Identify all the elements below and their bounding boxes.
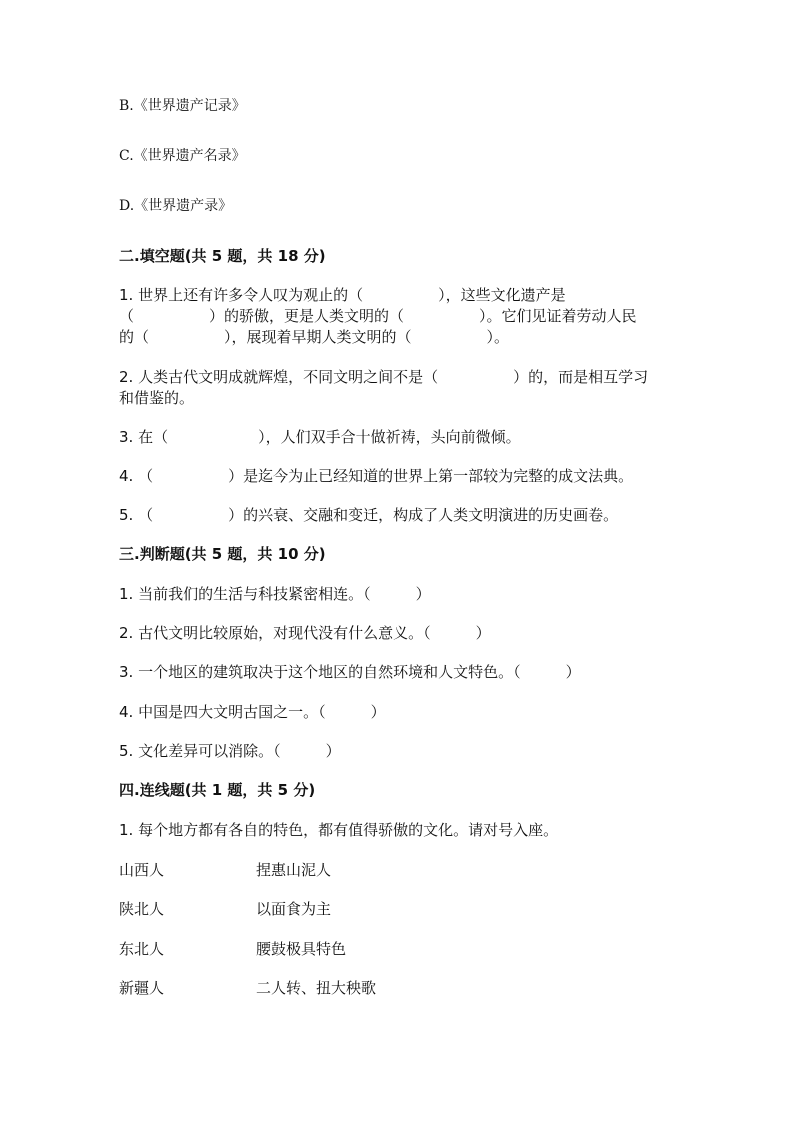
judge-q5: 5. 文化差异可以消除。（ ）	[119, 742, 341, 760]
option-b: B.《世界遗产记录》	[119, 98, 246, 114]
match-left-item: 东北人	[119, 940, 165, 958]
match-right-item: 腰鼓极具特色	[256, 940, 347, 958]
fill-section-heading: 二.填空题(共 5 题，共 18 分)	[119, 247, 326, 265]
match-right-item: 二人转、扭大秧歌	[256, 979, 377, 997]
fill-q2-line2: 和借鉴的。	[119, 389, 195, 407]
judge-section-heading: 三.判断题(共 5 题，共 10 分)	[119, 545, 326, 563]
judge-q3: 3. 一个地区的建筑取决于这个地区的自然环境和人文特色。（ ）	[119, 663, 581, 681]
judge-q4: 4. 中国是四大文明古国之一。（ ）	[119, 703, 386, 721]
fill-q2-line1: 2. 人类古代文明成就辉煌，不同文明之间不是（ ）的，而是相互学习	[119, 368, 649, 386]
match-section-heading: 四.连线题(共 1 题，共 5 分)	[119, 781, 316, 799]
fill-q4: 4. （ ）是迄今为止已经知道的世界上第一部较为完整的成文法典。	[119, 467, 634, 485]
match-left-item: 新疆人	[119, 979, 165, 997]
option-d: D.《世界遗产录》	[119, 198, 233, 214]
option-c: C.《世界遗产名录》	[119, 148, 246, 164]
fill-q3: 3. 在（ ），人们双手合十做祈祷，头向前微倾。	[119, 428, 521, 446]
match-left-item: 山西人	[119, 861, 165, 879]
match-left-item: 陕北人	[119, 900, 165, 918]
fill-q1-line1: 1. 世界上还有许多令人叹为观止的（ ），这些文化遗产是	[119, 286, 566, 304]
fill-q1-line3: 的（ ），展现着早期人类文明的（ ）。	[119, 328, 510, 346]
match-right-item: 以面食为主	[256, 900, 332, 918]
judge-q2: 2. 古代文明比较原始，对现代没有什么意义。（ ）	[119, 624, 491, 642]
fill-q5: 5. （ ）的兴衰、交融和变迁，构成了人类文明演进的历史画卷。	[119, 506, 619, 524]
judge-q1: 1. 当前我们的生活与科技紧密相连。（ ）	[119, 585, 431, 603]
match-right-item: 捏惠山泥人	[256, 861, 332, 879]
fill-q1-line2: （ ）的骄傲，更是人类文明的（ ）。它们见证着劳动人民	[119, 307, 637, 325]
match-question: 1. 每个地方都有各自的特色，都有值得骄傲的文化。请对号入座。	[119, 821, 559, 839]
